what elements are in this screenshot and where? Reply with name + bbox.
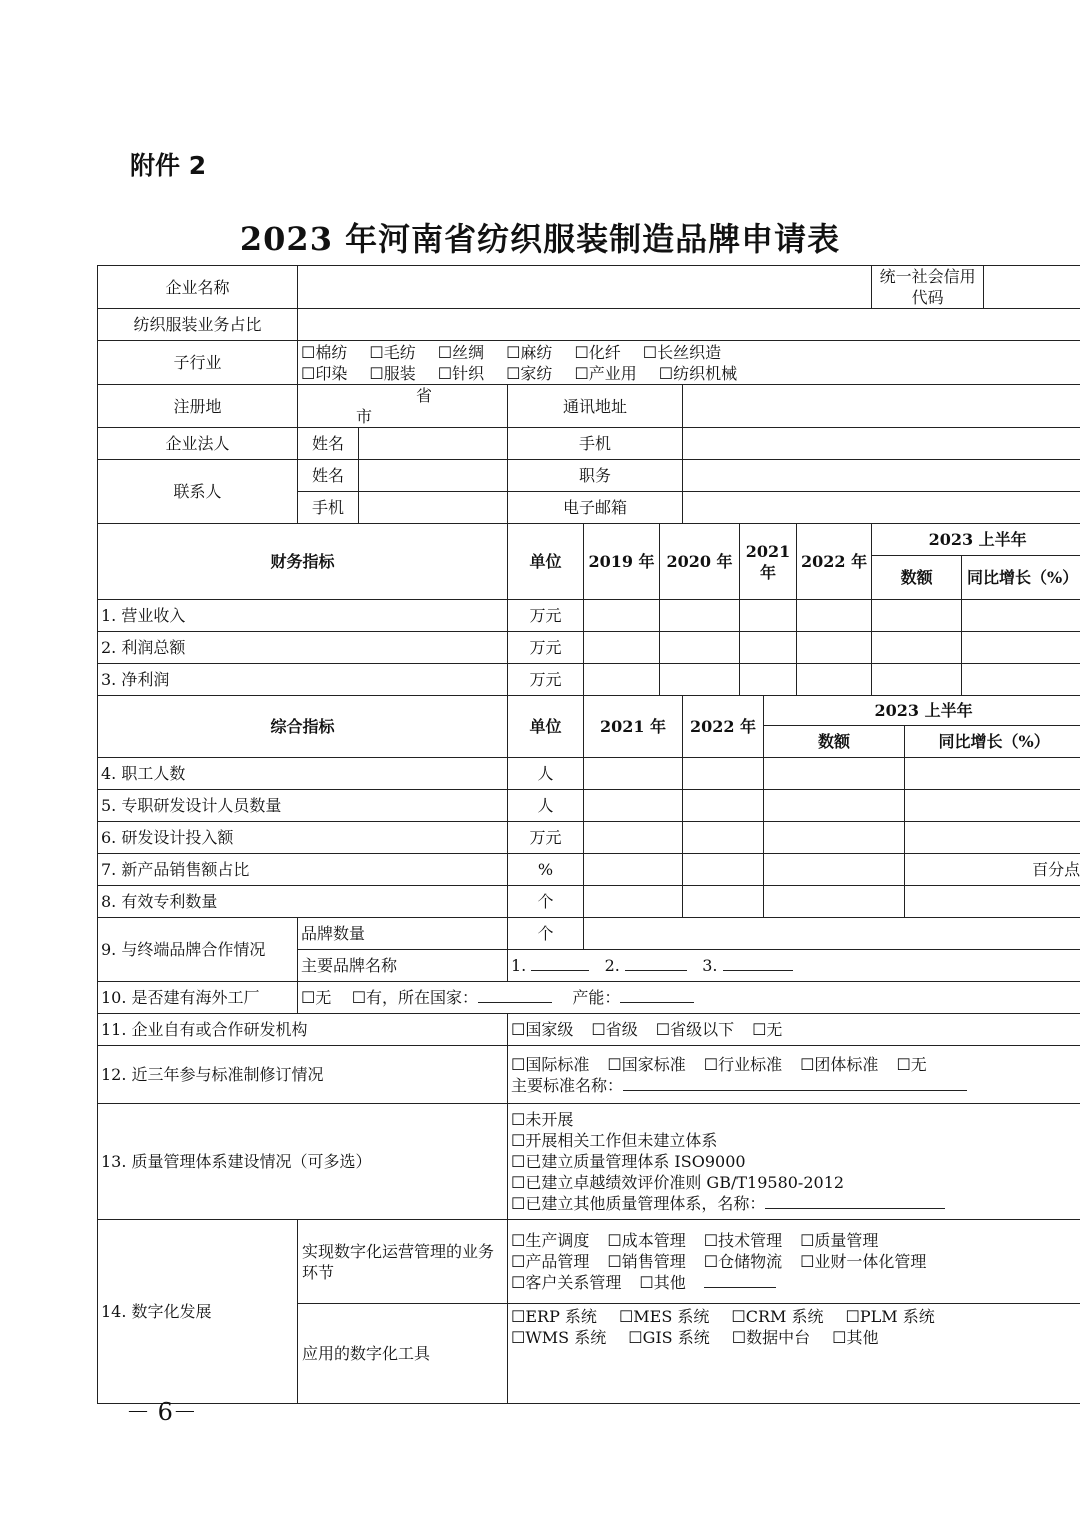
standards-checkbox[interactable] [896,1055,910,1074]
finance-cell-2022[interactable] [797,600,872,632]
finance-row-unit: 万元 [508,664,584,696]
table-row [98,790,1080,822]
brand-name-2-label: 2. [604,956,620,975]
sub-industry-option-label: 产业用 [588,363,637,383]
table-row [98,664,1080,696]
contact-mobile-field[interactable] [298,492,508,524]
finance-cell-amount[interactable] [872,632,962,664]
composite-cell-amount[interactable] [764,886,905,918]
composite-cell-amount[interactable] [764,758,905,790]
quality-checkbox[interactable] [511,1173,525,1192]
quality-option-label: 已建立卓越绩效评价准则 GB/T19580-2012 [525,1173,845,1192]
digital-tools-option-label: ERP 系统 [525,1307,597,1326]
finance-cell-yoy[interactable] [962,632,1080,664]
province-label: 省 [416,386,433,405]
quality-label: 13. 质量管理体系建设情况（可多选） [98,1104,508,1220]
digital-ops-option-label: 销售管理 [621,1252,686,1271]
digital-ops-option-label: 成本管理 [621,1231,686,1250]
sub-industry-option-label: 家纺 [520,363,553,383]
digital-tools-option-label: 数据中台 [746,1328,811,1347]
rnd-option-label: 国家级 [525,1020,574,1039]
quality-checkbox[interactable] [511,1152,525,1171]
composite-cell-2022[interactable] [683,790,764,822]
sub-industry-options [298,341,1080,385]
sub-industry-label: 子行业 [98,341,298,385]
contact-name-field[interactable] [298,460,508,492]
rnd-label: 11. 企业自有或合作研发机构 [98,1014,508,1046]
table-row [98,632,1080,664]
standards-checkbox[interactable] [511,1055,525,1074]
composite-amount-header: 数额 [764,726,905,758]
brand-name-1-label: 1. [511,956,527,975]
finance-amount-header: 数额 [872,556,962,600]
composite-cell-2021[interactable] [584,886,683,918]
overseas-country-blank[interactable] [478,987,552,1003]
standards-names-label: 主要标准名称： [511,1075,624,1095]
rnd-option-label: 无 [766,1020,783,1039]
digital-tools-option-label: CRM 系统 [745,1307,824,1326]
composite-row-unit: % [508,854,584,886]
finance-cell-2022[interactable] [797,632,872,664]
composite-cell-amount[interactable] [764,854,905,886]
digital-ops-checkbox[interactable] [800,1231,814,1250]
legal-name-label: 姓名 [298,428,359,459]
composite-cell-2021[interactable] [584,822,683,854]
digital-ops-option-label: 技术管理 [718,1231,783,1250]
sub-industry-option-label: 服装 [383,363,416,383]
digital-tools-label-text: 应用的数字化工具 [302,1344,431,1363]
standards-option-label: 国际标准 [525,1054,590,1074]
sub-industry-checkbox[interactable] [301,364,315,383]
overseas-no-checkbox[interactable] [301,988,315,1007]
quality-other-blank[interactable] [765,1193,945,1209]
overseas-field[interactable] [298,982,1080,1014]
standards-option-label: 团体标准 [814,1054,879,1074]
sub-industry-option-label: 麻纺 [520,342,553,362]
digital-ops-checkbox[interactable] [800,1252,814,1271]
legal-person-label: 企业法人 [98,428,298,460]
quality-checkbox[interactable] [511,1194,525,1213]
brand-name-3-label: 3. [702,956,718,975]
quality-options [508,1104,1080,1220]
brand-names-label: 主要品牌名称 [298,950,508,982]
sub-industry-checkbox[interactable] [438,364,452,383]
composite-cell-amount[interactable] [764,822,905,854]
composite-row-label: 4. 职工人数 [98,758,508,790]
composite-row-label: 7. 新产品销售额占比 [98,854,508,886]
composite-cell-yoy[interactable] [905,886,1080,918]
digital-tools-checkbox[interactable] [511,1307,525,1326]
brand-label: 9. 与终端品牌合作情况 [98,918,298,982]
quality-option-label: 未开展 [525,1110,574,1129]
finance-cell-2021[interactable] [740,664,797,696]
finance-header: 财务指标 [98,524,508,600]
textile-ratio-field[interactable] [298,309,1080,341]
digital-ops-option-label: 业财一体化管理 [814,1252,927,1271]
registered-field[interactable] [298,385,508,428]
digital-tools-label [298,1304,508,1404]
email-label: 电子邮箱 [508,492,683,524]
composite-row-label: 5. 专职研发设计人员数量 [98,790,508,822]
overseas-label: 10. 是否建有海外工厂 [98,982,298,1014]
brand-name-1-blank[interactable] [531,955,589,971]
composite-row-label: 6. 研发设计投入额 [98,822,508,854]
finance-year-2021: 2021 年 [740,524,797,600]
digital-tools-checkbox[interactable] [832,1328,846,1347]
sub-industry-checkbox[interactable] [659,364,673,383]
digital-ops-option-label: 其他 [653,1273,686,1292]
finance-cell-2019[interactable] [584,664,660,696]
finance-half-header: 2023 上半年 [872,524,1080,556]
composite-yoy-header: 同比增长（%） [905,726,1080,758]
composite-cell-yoy[interactable] [905,822,1080,854]
sub-industry-checkbox[interactable] [301,343,315,362]
page-number: － 6－ [126,1398,197,1426]
standards-checkbox[interactable] [704,1055,718,1074]
textile-ratio-label: 纺织服装业务占比 [98,309,298,341]
standards-options [508,1046,1080,1104]
composite-header: 综合指标 [98,696,508,758]
digital-ops-checkbox[interactable] [511,1231,525,1250]
digital-ops-other-blank[interactable] [704,1272,776,1288]
position-label: 职务 [508,460,683,492]
rnd-checkbox[interactable] [591,1020,605,1039]
rnd-checkbox[interactable] [752,1020,766,1039]
digital-tools-options [508,1304,1080,1404]
composite-year-2021: 2021 年 [584,696,683,758]
sub-industry-checkbox[interactable] [643,343,657,362]
finance-cell-amount[interactable] [872,664,962,696]
rnd-checkbox[interactable] [511,1020,525,1039]
contact-mobile-label: 手机 [298,492,359,523]
quality-checkbox[interactable] [511,1110,525,1129]
digital-tools-option-label: GIS 系统 [642,1328,710,1347]
finance-cell-yoy[interactable] [962,664,1080,696]
legal-person-name-field[interactable] [298,428,508,460]
composite-cell-2021[interactable] [584,854,683,886]
finance-cell-yoy[interactable] [962,600,1080,632]
composite-row-unit: 人 [508,790,584,822]
contact-label: 联系人 [98,460,298,524]
composite-cell-2022[interactable] [683,854,764,886]
sub-industry-option-label: 毛纺 [383,342,416,362]
rnd-option-label: 省级以下 [670,1020,735,1039]
digital-ops-checkbox[interactable] [607,1252,621,1271]
table-row [98,758,1080,790]
sub-industry-option-label: 针织 [452,363,485,383]
composite-cell-2021[interactable] [584,758,683,790]
composite-row-unit: 个 [508,886,584,918]
composite-cell-yoy[interactable] [905,790,1080,822]
composite-row-unit: 万元 [508,822,584,854]
sub-industry-checkbox[interactable] [369,364,383,383]
finance-cell-2019[interactable] [584,632,660,664]
finance-cell-2021[interactable] [740,600,797,632]
digital-label-text: 14. 数字化发展 [101,1302,212,1321]
sub-industry-checkbox[interactable] [574,364,588,383]
sub-industry-option-label: 棉纺 [315,342,348,362]
digital-label [98,1220,298,1404]
composite-cell-2022[interactable] [683,822,764,854]
city-label: 市 [356,407,373,426]
digital-tools-option-label: MES 系统 [633,1307,710,1326]
finance-row-unit: 万元 [508,632,584,664]
digital-ops-option-label: 质量管理 [814,1231,879,1250]
brand-count-unit: 个 [508,918,584,950]
digital-ops-option-label: 生产调度 [525,1231,590,1250]
standards-label: 12. 近三年参与标准制修订情况 [98,1046,508,1104]
digital-ops-option-label: 客户关系管理 [525,1273,622,1292]
digital-ops-options [508,1220,1080,1304]
digital-ops-checkbox[interactable] [704,1252,718,1271]
quality-option-label: 开展相关工作但未建立体系 [525,1131,718,1150]
application-form-table [97,265,1080,1404]
rnd-options [508,1014,1080,1046]
finance-cell-2020[interactable] [660,632,740,664]
sub-industry-checkbox[interactable] [506,343,520,362]
sub-industry-option-label: 长丝织造 [657,342,722,362]
company-name-label: 企业名称 [98,266,298,309]
digital-ops-label [298,1220,508,1304]
overseas-yes-label: 有，所在国家： [366,988,479,1007]
page-title: 2023 年河南省纺织服装制造品牌申请表 [239,220,841,258]
quality-option-label: 已建立质量管理体系 ISO9000 [525,1152,746,1171]
sub-industry-checkbox[interactable] [506,364,520,383]
finance-cell-2022[interactable] [797,664,872,696]
sub-industry-option-label: 化纤 [588,342,621,362]
legal-mobile-field[interactable] [683,428,1080,460]
finance-year-2020: 2020 年 [660,524,740,600]
digital-ops-checkbox[interactable] [607,1231,621,1250]
composite-half-header: 2023 上半年 [764,696,1080,726]
composite-cell-amount[interactable] [764,790,905,822]
overseas-capacity-label: 产能： [572,988,621,1007]
sub-industry-option-label: 丝绸 [452,342,485,362]
digital-ops-checkbox[interactable] [511,1252,525,1271]
digital-ops-label-text: 实现数字化运营管理的业务环节 [302,1241,495,1282]
credit-code-label: 统一社会信用代码 [872,266,984,309]
finance-row-label: 2. 利润总额 [98,632,508,664]
email-field[interactable] [683,492,1080,524]
sub-industry-option-label: 纺织机械 [673,363,738,383]
finance-cell-2021[interactable] [740,632,797,664]
composite-year-2022: 2022 年 [683,696,764,758]
quality-checkbox[interactable] [511,1131,525,1150]
rnd-option-label: 省级 [605,1020,638,1039]
brand-names-field[interactable] [508,950,1080,982]
standards-option-label: 国家标准 [621,1054,686,1074]
composite-cell-2022[interactable] [683,886,764,918]
overseas-no-label: 无 [315,988,332,1007]
standards-checkbox[interactable] [607,1055,621,1074]
overseas-yes-checkbox[interactable] [352,988,366,1007]
composite-row-unit: 人 [508,758,584,790]
finance-cell-amount[interactable] [872,600,962,632]
registered-label: 注册地 [98,385,298,428]
brand-count-label: 品牌数量 [298,918,508,950]
digital-ops-checkbox[interactable] [639,1273,653,1292]
finance-row-label: 1. 营业收入 [98,600,508,632]
digital-ops-option-label: 产品管理 [525,1252,590,1271]
standards-option-label: 无 [910,1054,927,1074]
sub-industry-checkbox[interactable] [438,343,452,362]
overseas-capacity-blank[interactable] [620,987,694,1003]
rnd-checkbox[interactable] [656,1020,670,1039]
table-row [98,600,1080,632]
sub-industry-option-label: 印染 [315,363,348,383]
finance-unit-header: 单位 [508,524,584,600]
brand-name-2-blank[interactable] [625,955,687,971]
company-name-field[interactable] [298,266,872,309]
finance-cell-2019[interactable] [584,600,660,632]
composite-cell-2021[interactable] [584,790,683,822]
digital-tools-checkbox[interactable] [619,1307,633,1326]
digital-tools-option-label: 其他 [846,1328,879,1347]
finance-row-unit: 万元 [508,600,584,632]
table-row [98,886,1080,918]
composite-cell-yoy[interactable]: 百分点 [905,854,1080,886]
digital-tools-option-label: WMS 系统 [525,1328,607,1347]
composite-row-label: 8. 有效专利数量 [98,886,508,918]
address-label: 通讯地址 [508,385,683,428]
address-field[interactable] [683,385,1080,428]
sub-industry-checkbox[interactable] [369,343,383,362]
finance-cell-2020[interactable] [660,600,740,632]
finance-year-2019: 2019 年 [584,524,660,600]
digital-tools-checkbox[interactable] [731,1307,745,1326]
finance-year-2022: 2022 年 [797,524,872,600]
finance-cell-2020[interactable] [660,664,740,696]
standards-checkbox[interactable] [800,1055,814,1074]
composite-unit-header: 单位 [508,696,584,758]
sub-industry-checkbox[interactable] [574,343,588,362]
legal-mobile-label: 手机 [508,428,683,460]
standards-names-blank[interactable] [623,1075,967,1091]
composite-cell-2022[interactable] [683,758,764,790]
brand-count-field[interactable] [584,918,1080,950]
table-row [98,822,1080,854]
brand-name-3-blank[interactable] [723,955,793,971]
table-row [98,854,1080,886]
digital-tools-option-label: PLM 系统 [859,1307,935,1326]
digital-tools-checkbox[interactable] [628,1328,642,1347]
digital-ops-checkbox[interactable] [704,1231,718,1250]
contact-name-label: 姓名 [298,460,359,491]
attachment-label: 附件 2 [130,151,207,180]
composite-cell-yoy[interactable] [905,758,1080,790]
position-field[interactable] [683,460,1080,492]
digital-tools-checkbox[interactable] [511,1328,525,1347]
standards-option-label: 行业标准 [718,1054,783,1074]
credit-code-field[interactable] [984,266,1080,309]
digital-ops-checkbox[interactable] [511,1273,525,1292]
digital-tools-checkbox[interactable] [846,1307,860,1326]
finance-yoy-header: 同比增长（%） [962,556,1080,600]
digital-tools-checkbox[interactable] [732,1328,746,1347]
digital-ops-option-label: 仓储物流 [718,1252,783,1271]
quality-option-label: 已建立其他质量管理体系，名称： [525,1194,766,1213]
finance-row-label: 3. 净利润 [98,664,508,696]
